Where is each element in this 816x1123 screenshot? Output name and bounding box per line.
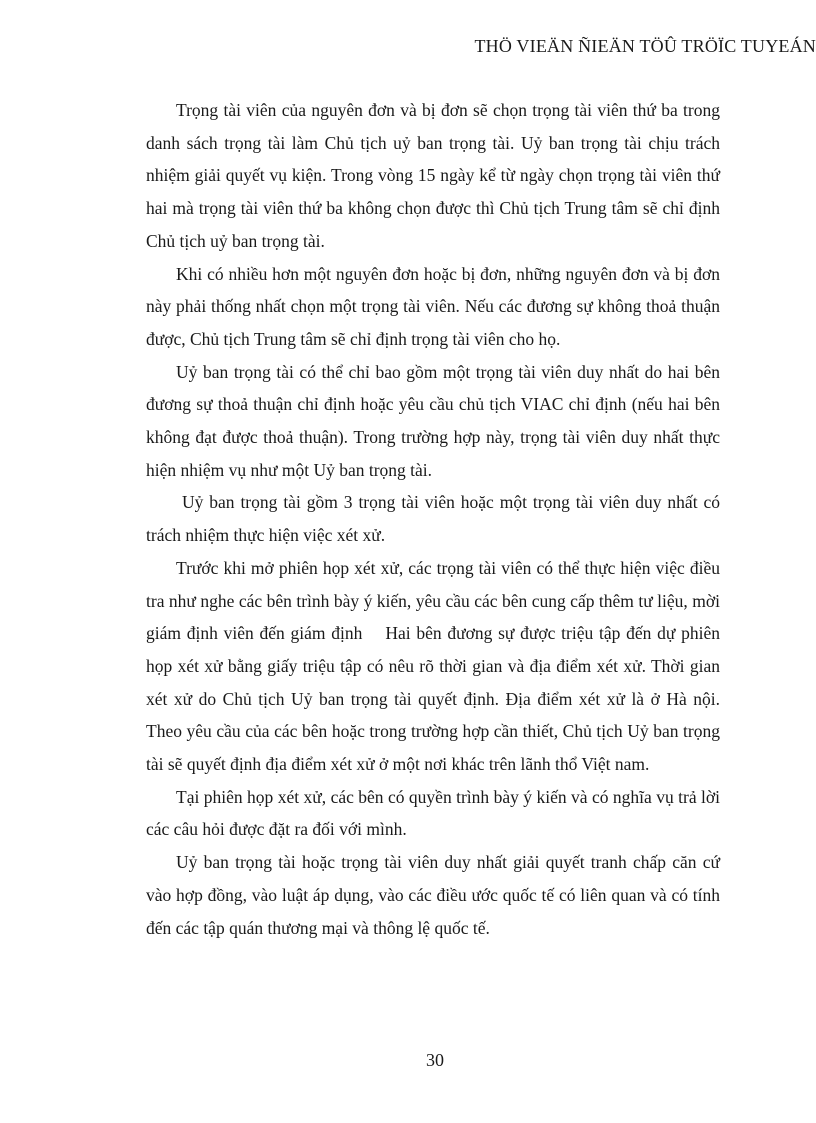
paragraph-1: Trọng tài viên của nguyên đơn và bị đơn sẽ chọn trọng tài viên thứ ba trong danh sách trọng tài làm Chủ tịch uỷ ban trọng tài. Uỷ ban trọng tài chịu trách nhiệm giải quyết vụ kiện. Trong vòng 15 ngày kể từ ngày chọn trọng tài viên thứ hai mà trọng tài viên thứ ba không chọn được thì Chủ tịch Trung tâm sẽ chỉ định Chủ tịch uỷ ban trọng tài.	[146, 100, 720, 251]
paragraph-2: Khi có nhiều hơn một nguyên đơn hoặc bị đơn, những nguyên đơn và bị đơn này phải thống nhất chọn một trọng tài viên. Nếu các đương sự không thoả thuận được, Chủ tịch Trung tâm sẽ chỉ định trọng tài viên cho họ.	[146, 263, 720, 349]
paragraph-5: Trước khi mở phiên họp xét xử, các trọng tài viên có thể thực hiện việc điều tra như nghe các bên trình bày ý kiến, yêu cầu các bên cung cấp thêm tư liệu, mời giám định viên đến giám định Hai bên đương sự được triệu tập đến dự phiên họp xét xử bằng giấy triệu tập có nêu rõ thời gian và địa điểm xét xử. Thời gian xét xử do Chủ tịch Uỷ ban trọng tài quyết định. Địa điểm xét xử là ở Hà nội. Theo yêu cầu của các bên hoặc trong trường hợp cần thiết, Chủ tịch Uỷ ban trọng tài sẽ quyết định địa điểm xét xử ở một nơi khác trên lãnh thổ Việt nam.	[146, 557, 725, 775]
paragraph-7: Uỷ ban trọng tài hoặc trọng tài viên duy nhất giải quyết tranh chấp căn cứ vào hợp đồng, vào luật áp dụng, vào các điều ước quốc tế có liên quan và có tính đến các tập quán thương mại và thông lệ quốc tế.	[146, 852, 720, 938]
paragraph-4: Uỷ ban trọng tài gồm 3 trọng tài viên hoặc một trọng tài viên duy nhất có trách nhiệm thực hiện việc xét xử.	[146, 492, 725, 546]
running-header: THÖ VIEÄN ÑIEÄN TÖÛ TRÖÏC TUYEÁN	[474, 36, 816, 56]
paragraph-6: Tại phiên họp xét xử, các bên có quyền trình bày ý kiến và có nghĩa vụ trả lời các câu hỏi được đặt ra đối với mình.	[146, 786, 720, 840]
page-number: 30	[426, 1050, 444, 1070]
paragraph-3: Uỷ ban trọng tài có thể chỉ bao gồm một trọng tài viên duy nhất do hai bên đương sự thoả thuận chỉ định hoặc yêu cầu chủ tịch VIAC chỉ định (nếu hai bên không đạt được thoả thuận). Trong trường hợp này, trọng tài viên duy nhất thực hiện nhiệm vụ như một Uỷ ban trọng tài.	[146, 361, 720, 480]
document-body	[146, 94, 725, 944]
